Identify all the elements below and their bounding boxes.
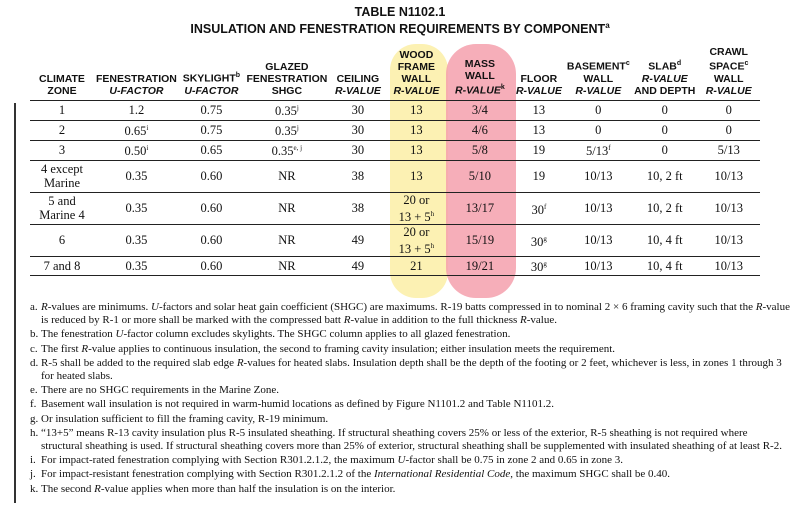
cell-mass: 15/19 bbox=[465, 233, 495, 248]
table-title-block bbox=[0, 5, 800, 36]
table-number: TABLE N1102.1 bbox=[354, 5, 446, 19]
cell-mass: 4/6 bbox=[471, 123, 488, 137]
col-basement-wall: BASEMENT$^c$ WALL R-VALUE bbox=[566, 60, 630, 97]
cell-shgc: NR bbox=[278, 169, 296, 183]
cell-crawl: 10/13 bbox=[714, 233, 743, 248]
cell-crawl: 10/13 bbox=[714, 258, 743, 273]
footnote-c: c. The first R-value applies to continuous insulation, the second to framing cavity insulation; either insulation meets the requirement. bbox=[30, 342, 616, 355]
cell-mass: 3/4 bbox=[471, 103, 488, 117]
cell-basement: 10/13 bbox=[584, 201, 613, 216]
cell-ceiling: 30 bbox=[351, 143, 365, 157]
cell-ceiling: 38 bbox=[351, 201, 365, 216]
table-caption bbox=[0, 19, 800, 36]
cell-zone: 4 except Marine bbox=[41, 162, 83, 190]
cell-zone: 1 bbox=[58, 103, 66, 117]
footnote-g: g. Or insulation sufficient to fill the framing cavity, R-19 minimum. bbox=[30, 412, 329, 425]
table-row bbox=[30, 192, 760, 224]
cell-floor: 30$^g$ bbox=[530, 260, 547, 275]
header-row bbox=[30, 46, 760, 100]
cell-skylight: 0.65 bbox=[200, 143, 223, 157]
cell-crawl: 0 bbox=[725, 123, 732, 137]
cell-zone: 2 bbox=[58, 123, 66, 137]
cell-slab: 10, 2 ft bbox=[646, 201, 683, 216]
table-row bbox=[30, 224, 760, 256]
cell-skylight: 0.60 bbox=[200, 258, 223, 273]
cell-slab: 10, 2 ft bbox=[646, 169, 683, 183]
cell-wood: 13 bbox=[410, 123, 423, 137]
cell-wood: 20 or $13 + 5^h$ bbox=[398, 192, 435, 224]
cell-shgc: NR bbox=[278, 258, 296, 273]
cell-floor: 30$^g$ bbox=[530, 234, 547, 249]
cell-skylight: 0.60 bbox=[200, 201, 223, 216]
footnote-i: i. For impact-rated fenestration complying with Section R301.2.1.2, the maximum U-factor shall be 0.75 in zone 2 and 0.65 in zone 3. bbox=[30, 454, 623, 467]
cell-fenestration: 0.35 bbox=[125, 169, 148, 183]
col-mass-wall: MASS WALL R-VALUE$^k$ bbox=[454, 58, 505, 97]
col-slab: SLAB$^d$ R-VALUE AND DEPTH bbox=[634, 60, 696, 97]
cell-slab: 0 bbox=[661, 143, 668, 157]
cell-basement: 0 bbox=[595, 103, 602, 117]
cell-zone: 7 and 8 bbox=[43, 258, 81, 273]
col-fenestration: FENESTRATION U-FACTOR bbox=[96, 72, 177, 97]
cell-basement: 10/13 bbox=[584, 233, 613, 248]
cell-floor: 13 bbox=[532, 103, 546, 117]
footnote-e: e. There are no SHGC requirements in the Marine Zone. bbox=[30, 384, 279, 397]
cell-wood: 20 or $13 + 5^h$ bbox=[398, 224, 435, 256]
cell-skylight: 0.75 bbox=[200, 123, 223, 137]
cell-mass: 19/21 bbox=[465, 258, 495, 273]
cell-floor: 19 bbox=[532, 169, 546, 183]
cell-wood: 13 bbox=[410, 169, 423, 183]
cell-slab: 0 bbox=[661, 103, 668, 117]
cell-fenestration: 0.50$^i$ bbox=[124, 144, 149, 159]
cell-shgc: 0.35$^j$ bbox=[274, 104, 299, 119]
cell-floor: 19 bbox=[532, 143, 546, 157]
cell-crawl: 10/13 bbox=[714, 169, 743, 183]
cell-shgc: 0.35$^{e, j}$ bbox=[271, 144, 303, 159]
cell-shgc: NR bbox=[278, 233, 296, 248]
footnote-k: k. The second R-value applies when more than half the insulation is on the interior. bbox=[30, 482, 396, 495]
footnote-j: j. For impact-resistant fenestration complying with Section R301.2.1.2 of the International Residential Code, the maximum SHGC shall be 0.40. bbox=[30, 468, 671, 481]
cell-zone: 3 bbox=[58, 143, 66, 157]
cell-skylight: 0.75 bbox=[200, 103, 223, 117]
cell-ceiling: 49 bbox=[351, 258, 365, 273]
table-row bbox=[30, 256, 760, 275]
cell-skylight: 0.60 bbox=[200, 233, 223, 248]
cell-fenestration: 0.35 bbox=[125, 201, 148, 216]
cell-skylight: 0.60 bbox=[200, 169, 223, 183]
col-ceiling: CEILING R-VALUE bbox=[334, 72, 381, 97]
cell-fenestration: 0.65$^i$ bbox=[124, 124, 149, 139]
table-row bbox=[30, 120, 760, 140]
footnote-f: f. Basement wall insulation is not required in warm-humid locations as defined by Figure N1101.2 and Table N1101.2. bbox=[30, 398, 554, 411]
footnote-d: d. R-5 shall be added to the required slab edge R-values for heated slabs. Insulation depth shall be the depth of the footing or 2 feet, whichever is less, in zones 1 through 3 for heated slabs. bbox=[30, 356, 782, 383]
cell-ceiling: 30 bbox=[351, 103, 365, 117]
cell-slab: 10, 4 ft bbox=[646, 258, 683, 273]
col-climate-zone: CLIMATE ZONE bbox=[39, 72, 85, 97]
cell-mass: 5/10 bbox=[468, 169, 491, 183]
col-crawl-space-wall: CRAWL SPACE$^c$ WALL R-VALUE bbox=[705, 46, 752, 97]
col-wood-frame-wall: WOOD FRAME WALL R-VALUE bbox=[393, 48, 440, 97]
table-row bbox=[30, 100, 760, 120]
cell-fenestration: 1.2 bbox=[128, 103, 145, 117]
requirements-table bbox=[30, 46, 760, 276]
revision-bar bbox=[14, 103, 16, 503]
footnotes bbox=[30, 301, 790, 497]
cell-wood: 13 bbox=[410, 103, 423, 117]
cell-slab: 0 bbox=[661, 123, 668, 137]
cell-mass: 13/17 bbox=[465, 201, 495, 216]
cell-basement: 10/13 bbox=[584, 258, 613, 273]
cell-floor: 30$^f$ bbox=[531, 202, 547, 217]
cell-shgc: 0.35$^j$ bbox=[274, 124, 299, 139]
col-floor: FLOOR R-VALUE bbox=[515, 72, 562, 97]
cell-crawl: 0 bbox=[725, 103, 732, 117]
cell-slab: 10, 4 ft bbox=[646, 233, 683, 248]
cell-mass: 5/8 bbox=[471, 143, 488, 157]
footnote-h: h. “13+5” means R-13 cavity insulation plus R-5 insulated sheathing. If structural sheathing covers 25% or less of the exterior, R-5 sheathing is not required where structural sheathing is used. If structural sheathing covers more than 25% of exterior, structural sheathing shall be supplemented with insulated sheathing of at least R-2. bbox=[30, 426, 782, 453]
cell-shgc: NR bbox=[278, 201, 296, 216]
cell-crawl: 5/13 bbox=[717, 143, 740, 157]
cell-basement: 0 bbox=[595, 123, 602, 137]
cell-zone: 5 and Marine 4 bbox=[39, 194, 85, 223]
cell-ceiling: 38 bbox=[351, 169, 365, 183]
col-skylight: SKYLIGHT$^b$ U-FACTOR bbox=[182, 72, 241, 97]
table-row bbox=[30, 160, 760, 192]
cell-ceiling: 49 bbox=[351, 233, 365, 248]
cell-wood: 13 bbox=[410, 143, 423, 157]
cell-floor: 13 bbox=[532, 123, 546, 137]
footnote-b: b. The fenestration U-factor column excludes skylights. The SHGC column applies to all glazed fenestration. bbox=[30, 328, 511, 341]
cell-ceiling: 30 bbox=[351, 123, 365, 137]
cell-crawl: 10/13 bbox=[714, 201, 743, 216]
cell-fenestration: 0.35 bbox=[125, 258, 148, 273]
col-glazed-shgc: GLAZED FENESTRATION SHGC bbox=[246, 60, 328, 97]
footnote-a: a. R-values are minimums. U-factors and solar heat gain coefficient (SHGC) are maximums. R-19 batts compressed in to nominal 2 × 6 framing cavity such that the R-value is reduced by R-1 or more shall be marked with the compressed batt R-value in addition to the full thickness R-value. bbox=[30, 301, 790, 327]
cell-fenestration: 0.35 bbox=[125, 233, 148, 248]
cell-basement: 10/13 bbox=[584, 169, 613, 183]
cell-wood: 21 bbox=[410, 258, 423, 273]
table-caption-text: INSULATION AND FENESTRATION REQUIREMENTS BY COMPONENT bbox=[190, 22, 606, 37]
table-row bbox=[30, 140, 760, 160]
cell-basement: 5/13$^f$ bbox=[586, 144, 611, 159]
cell-zone: 6 bbox=[58, 233, 66, 248]
footnote-ref: a bbox=[605, 21, 610, 30]
